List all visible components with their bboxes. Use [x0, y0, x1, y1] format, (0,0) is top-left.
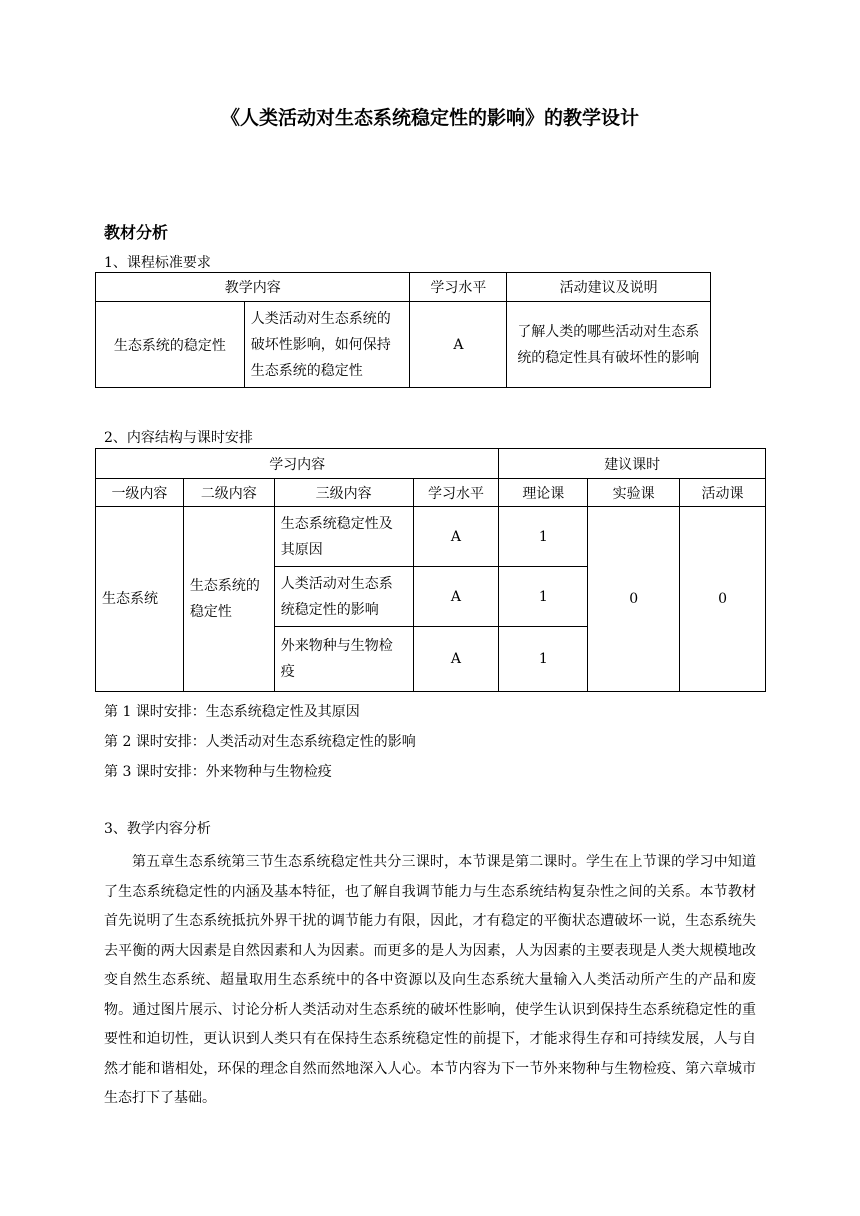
header-activity: 活动课: [680, 479, 766, 507]
header-level3: 三级内容: [274, 479, 413, 507]
table-row-1-level: A: [413, 507, 499, 567]
section-heading: 教材分析: [104, 223, 169, 242]
cell-experiment: 0: [588, 507, 680, 692]
schedule-line-2: 第 2 课时安排：人类活动对生态系统稳定性的影响: [104, 734, 416, 750]
cell-level1: [96, 507, 184, 692]
content-structure-table: [95, 448, 766, 692]
document-title: 《人类活动对生态系统稳定性的影响》的教学设计: [220, 107, 639, 129]
cell-level2-text: 生态系统的稳定性: [189, 578, 260, 620]
header-level1: 一级内容: [96, 479, 184, 507]
subheading-content-analysis: 3、教学内容分析: [104, 821, 211, 837]
group-header-suggested-hours: 建议课时: [499, 449, 766, 479]
header-activity-suggestion: 活动建议及说明: [507, 273, 711, 302]
table-row-1-level3: [274, 507, 413, 567]
header-experiment: 实验课: [588, 479, 680, 507]
subheading-content-structure: 2、内容结构与课时安排: [104, 430, 253, 446]
table-row-2-level: A: [413, 567, 499, 627]
row-3-level3-text: 外来物种与生物检疫: [280, 638, 393, 680]
header-learning-level: 学习水平: [413, 479, 499, 507]
row-2-level3-text: 人类活动对生态系统稳定性的影响: [280, 575, 393, 618]
table-row-3-level: A: [413, 627, 499, 692]
cell-topic: 生态系统的稳定性: [96, 302, 245, 388]
table-row-3-level3: [274, 627, 413, 692]
cell-content: [244, 302, 410, 388]
subheading-curriculum-standard: 1、课程标准要求: [104, 255, 211, 271]
table-row-1-theory: 1: [499, 507, 588, 567]
header-teaching-content: 教学内容: [96, 273, 410, 302]
header-theory: 理论课: [499, 479, 588, 507]
cell-content-text: 人类活动对生态系统的破坏性影响，如何保持生态系统的稳定性: [250, 310, 391, 379]
analysis-paragraph: 第五章生态系统第三节生态系统稳定性共分三课时，本节课是第二课时。学生在上节课的学习中知道了生态系统稳定性的内涵及基本特征，也了解自我调节能力与生态系统结构复杂性之间的关系。本节教材首先说明了生态系统抵抗外界干扰的调节能力有限，因此，才有稳定的平衡状态遭破坏一说，生态系统失去平衡的两大因素是自然因素和人为因素。而更多的是人为因素，人为因素的主要表现是人类大规模地改变自然生态系统、超量取用生态系统中的各中资源以及向生态系统大量输入人类活动所产生的产品和废物。通过图片展示、讨论分析人类活动对生态系统的破坏性影响，使学生认识到保持生态系统稳定性的重要性和迫切性，更认识到人类只有在保持生态系统稳定性的前提下，才能求得生存和可持续发展，人与自然才能和谐相处，环保的理念自然而然地深入人心。本节内容为下一节外来物种与生物检疫、第六章城市生态打下了基础。: [104, 854, 756, 1106]
schedule-line-1: 第 1 课时安排：生态系统稳定性及其原因: [104, 704, 360, 720]
table-row-2-level3: [274, 567, 413, 627]
cell-level: A: [410, 302, 507, 388]
cell-level1-text: 生态系统: [102, 591, 158, 607]
schedule-line-3: 第 3 课时安排：外来物种与生物检疫: [104, 764, 332, 780]
row-1-level3-text: 生态系统稳定性及其原因: [280, 515, 393, 558]
cell-suggestion: [507, 302, 711, 388]
table-row-3-theory: 1: [499, 627, 588, 692]
group-header-learning-content: 学习内容: [96, 449, 499, 479]
table-row-2-theory: 1: [499, 567, 588, 627]
header-learning-level: 学习水平: [410, 273, 507, 302]
cell-level2: [183, 507, 274, 692]
cell-suggestion-text: 了解人类的哪些活动对生态系统的稳定性具有破坏性的影响: [517, 323, 700, 366]
curriculum-standard-table: [95, 272, 711, 388]
header-level2: 二级内容: [183, 479, 274, 507]
cell-activity: 0: [680, 507, 766, 692]
